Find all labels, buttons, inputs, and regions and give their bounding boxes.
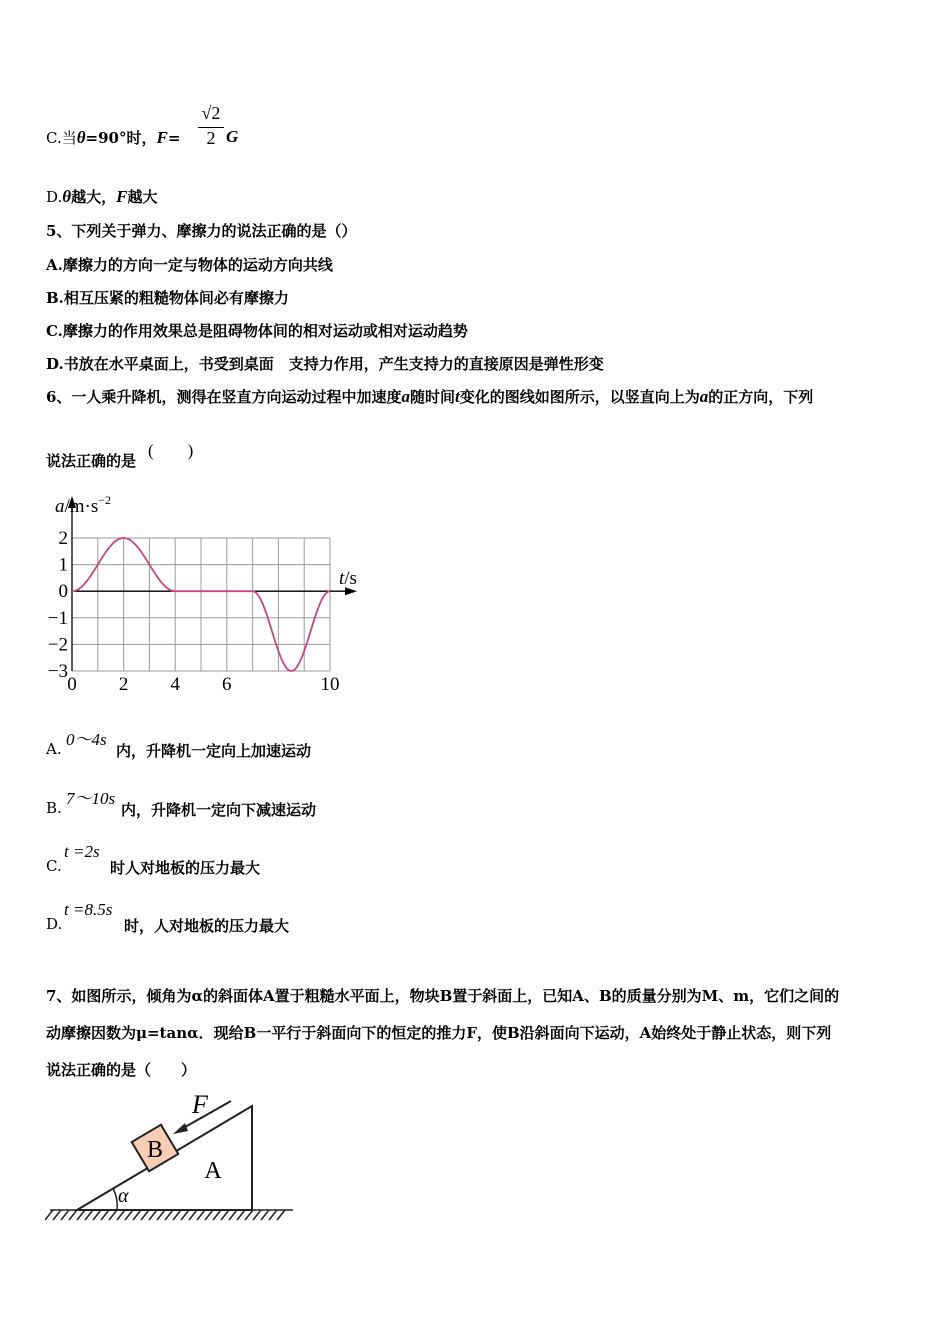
q6-option-d-label: D. [46,915,63,933]
q6-option-a-math: 0～4s [66,730,107,749]
q6-stem-var-t: t [454,387,460,406]
y-tick-label: −1 [47,607,68,629]
q4-option-d-F: F [116,187,128,206]
q4-option-d-mid: 越大， [71,188,117,206]
q6-stem-var-a2: a [699,387,709,406]
q6-stem-part2: 随时间 [409,388,455,406]
q6-option-b-text: 内，升降机一定向下减速运动 [121,801,317,819]
q5-option-a: A.摩擦力的方向一定与物体的运动方向共线 [46,256,333,274]
hatch-stroke [85,1210,93,1220]
hatch-stroke [189,1210,197,1220]
angle-arc [113,1188,117,1210]
q4-option-c [46,127,180,148]
hatch-stroke [213,1210,221,1220]
q7-stem-line1: 7、如图所示，倾角为α的斜面体A置于粗糙水平面上，物块B置于斜面上，已知A、B的质量分别为M、m，它们之间的 [46,987,840,1005]
incline-figure [45,1090,305,1230]
q6-answer-paren: ( ) [148,441,194,460]
chart-grid [72,538,330,671]
q6-option-a-text: 内，升降机一定向上加速运动 [116,742,312,760]
q5-option-b: B.相互压紧的粗糙物体间必有摩擦力 [46,289,289,307]
hatch-stroke [245,1210,253,1220]
hatch-stroke [253,1210,261,1220]
q6-option-d [46,915,62,933]
hatch-stroke [205,1210,213,1220]
hatch-stroke [77,1210,85,1220]
q6-option-c-text: 时人对地板的压力最大 [110,859,261,877]
hatch-stroke [45,1210,53,1220]
hatch-stroke [269,1210,277,1220]
hatch-stroke [69,1210,77,1220]
x-axis-label: t/s [339,568,357,590]
hatch-stroke [229,1210,237,1220]
hatch-stroke [133,1210,141,1220]
y-tick-label: 1 [58,554,68,576]
q4-option-c-prefix: C.当 [46,129,77,147]
y-axis-label: $a/m\cdot s^{-2}$ [55,493,112,517]
q4-option-d-prefix: D. [46,188,63,206]
chart-axis-labels [55,493,357,589]
q7-stem-line2: 动摩擦因数为μ=tanα．现给B一平行于斜面向下的恒定的推力F，使B沿斜面向下运动，A始终处于静止状态，则下列 [46,1024,832,1042]
fraction-denominator: 2 [206,128,216,148]
q6-stem-var-a: a [401,387,410,406]
hatch-stroke [261,1210,269,1220]
q4-option-c-eq2: = [167,129,181,147]
y-tick-label: 0 [58,581,68,603]
x-tick-label: 4 [170,674,180,695]
q6-option-d-math: t =8.5s [64,900,113,919]
angle-label-alpha: α [118,1185,129,1207]
q5-option-d: D.书放在水平桌面上，书受到桌面 支持力作用，产生支持力的直接原因是弹性形变 [46,355,604,373]
hatch-stroke [101,1210,109,1220]
hatch-stroke [277,1210,285,1220]
q6-option-a [46,740,62,758]
q4-option-c-theta: θ [76,128,86,147]
q4-option-c-G: G [226,127,239,146]
q4-option-d [46,186,157,207]
x-tick-label: 6 [222,674,232,695]
q4-option-c-fraction [196,103,226,149]
fraction-numerator: √2 [201,103,221,123]
acceleration-time-chart [40,486,370,696]
hatch-stroke [165,1210,173,1220]
hatch-stroke [157,1210,165,1220]
hatch-stroke [181,1210,189,1220]
hatch-stroke [141,1210,149,1220]
x-tick-label: 10 [320,674,340,695]
hatch-stroke [173,1210,181,1220]
q6-stem-part3: 变化的图线如图所示，以竖直向上为 [459,388,700,406]
hatch-stroke [61,1210,69,1220]
x-tick-label: 0 [67,674,77,695]
force-label-F: F [192,1090,208,1119]
hatch-stroke [125,1210,133,1220]
q6-option-d-text: 时，人对地板的压力最大 [124,917,290,935]
y-tick-label: 2 [58,528,68,549]
q6-option-c [46,857,62,875]
ground-hatching [45,1210,293,1220]
chart-tick-labels [48,528,340,695]
q6-stem-line1 [46,386,813,407]
hatch-stroke [117,1210,125,1220]
hatch-stroke [53,1210,61,1220]
q4-option-c-eq: =90°时， [85,129,157,147]
hatch-stroke [93,1210,101,1220]
block-b-label: B [146,1137,164,1163]
hatch-stroke [109,1210,117,1220]
hatch-stroke [149,1210,157,1220]
y-tick-label: −3 [47,661,68,682]
q6-option-c-label: C. [46,857,62,875]
q6-stem-part4: 的正方向，下列 [708,388,814,406]
x-tick-label: 2 [118,674,129,695]
q6-option-c-math: t =2s [64,842,100,861]
q6-stem-part1: 6、一人乘升降机，测得在竖直方向运动过程中加速度 [46,388,402,406]
q4-option-d-end: 越大 [127,188,158,206]
q4-option-d-theta: θ [62,187,72,206]
q6-option-b [46,799,62,817]
q6-option-b-math: 7～10s [66,789,116,808]
hatch-stroke [197,1210,205,1220]
q6-option-a-label: A. [46,740,62,758]
q5-stem: 5、下列关于弹力、摩擦力的说法正确的是（） [46,222,357,240]
hatch-stroke [221,1210,229,1220]
q4-option-c-F: F [156,128,168,147]
q6-option-b-label: B. [46,799,62,817]
q7-stem-line3: 说法正确的是（ ） [46,1061,197,1079]
hatch-stroke [237,1210,245,1220]
q6-stem-line2: 说法正确的是 [46,452,137,470]
q5-option-c: C.摩擦力的作用效果总是阻碍物体间的相对运动或相对运动趋势 [46,322,468,340]
y-tick-label: −2 [47,634,68,656]
q4-option-c-G-wrap [226,127,238,147]
force-arrowhead [173,1123,188,1134]
body-a-label: A [204,1158,222,1184]
